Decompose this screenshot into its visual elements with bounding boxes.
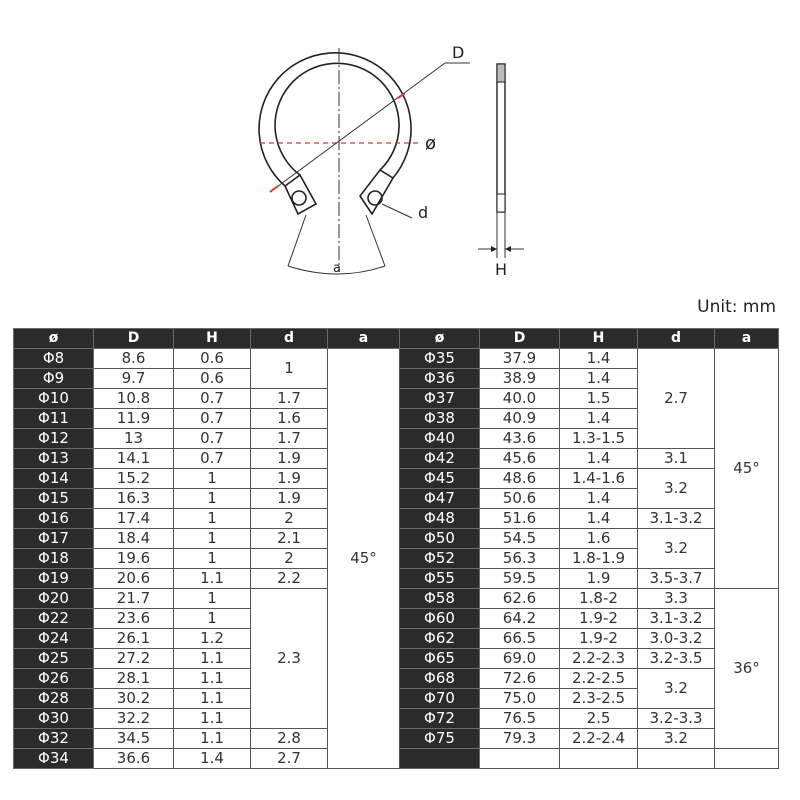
left-H-cell: 1.4 (174, 749, 251, 769)
right-D-cell: 64.2 (480, 609, 560, 629)
right-size-cell: Φ58 (400, 589, 480, 609)
right-H-cell: 2.3-2.5 (560, 689, 638, 709)
right-H-cell: 1.4 (560, 409, 638, 429)
diameter-D-leader (270, 63, 445, 192)
right-size-cell: Φ65 (400, 649, 480, 669)
header-a-left: a (328, 329, 400, 349)
right-H-cell: 1.4 (560, 509, 638, 529)
right-size-cell: Φ70 (400, 689, 480, 709)
label-phi: ø (425, 133, 437, 154)
left-size-cell: Φ25 (14, 649, 94, 669)
left-D-cell: 10.8 (94, 389, 174, 409)
left-D-cell: 36.6 (94, 749, 174, 769)
right-H-cell: 2.5 (560, 709, 638, 729)
right-H-cell: 1.6 (560, 529, 638, 549)
left-H-cell: 0.7 (174, 449, 251, 469)
left-H-cell: 0.7 (174, 429, 251, 449)
left-size-cell: Φ19 (14, 569, 94, 589)
left-d-cell: 2.1 (251, 529, 328, 549)
right-D-cell: 76.5 (480, 709, 560, 729)
side-profile (478, 64, 524, 258)
right-D-cell: 40.9 (480, 409, 560, 429)
left-D-cell: 9.7 (94, 369, 174, 389)
right-H-cell: 1.4 (560, 489, 638, 509)
left-H-cell: 1 (174, 469, 251, 489)
right-size-cell: Φ35 (400, 349, 480, 369)
right-D-cell: 40.0 (480, 389, 560, 409)
lug-left (285, 175, 316, 214)
left-D-cell: 30.2 (94, 689, 174, 709)
right-d-cell: 3.1-3.2 (638, 609, 715, 629)
right-D-cell: 38.9 (480, 369, 560, 389)
left-D-cell: 16.3 (94, 489, 174, 509)
left-D-cell: 21.7 (94, 589, 174, 609)
right-H-cell: 2.2-2.3 (560, 649, 638, 669)
header-D-left: D (94, 329, 174, 349)
right-D-cell (480, 749, 560, 769)
header-H-left: H (174, 329, 251, 349)
right-size-cell: Φ37 (400, 389, 480, 409)
right-D-cell: 45.6 (480, 449, 560, 469)
right-size-cell: Φ36 (400, 369, 480, 389)
left-H-cell: 1 (174, 529, 251, 549)
left-H-cell: 0.7 (174, 409, 251, 429)
header-d-right: d (638, 329, 715, 349)
left-D-cell: 15.2 (94, 469, 174, 489)
left-D-cell: 26.1 (94, 629, 174, 649)
right-H-cell: 1.3-1.5 (560, 429, 638, 449)
left-size-cell: Φ30 (14, 709, 94, 729)
left-size-cell: Φ22 (14, 609, 94, 629)
right-H-cell: 1.8-2 (560, 589, 638, 609)
left-d-cell: 2.2 (251, 569, 328, 589)
right-H-cell: 1.9 (560, 569, 638, 589)
right-H-cell (560, 749, 638, 769)
right-a-cell (715, 749, 779, 769)
right-D-cell: 66.5 (480, 629, 560, 649)
left-d-cell: 1.7 (251, 389, 328, 409)
right-size-cell: Φ55 (400, 569, 480, 589)
left-H-cell: 1.1 (174, 569, 251, 589)
right-size-cell: Φ68 (400, 669, 480, 689)
right-H-cell: 2.2-2.4 (560, 729, 638, 749)
right-d-cell: 3.2-3.5 (638, 649, 715, 669)
left-d-cell: 1.9 (251, 469, 328, 489)
left-d-cell: 2 (251, 549, 328, 569)
header-a-right: a (715, 329, 779, 349)
right-d-cell: 3.3 (638, 589, 715, 609)
right-D-cell: 51.6 (480, 509, 560, 529)
left-D-cell: 32.2 (94, 709, 174, 729)
right-size-cell: Φ52 (400, 549, 480, 569)
right-size-cell: Φ75 (400, 729, 480, 749)
left-size-cell: Φ11 (14, 409, 94, 429)
right-d-cell: 2.7 (638, 349, 715, 449)
right-D-cell: 72.6 (480, 669, 560, 689)
left-size-cell: Φ20 (14, 589, 94, 609)
left-D-cell: 20.6 (94, 569, 174, 589)
left-H-cell: 0.6 (174, 369, 251, 389)
left-size-cell: Φ9 (14, 369, 94, 389)
ring-outline (259, 53, 411, 186)
left-d-cell: 2.7 (251, 749, 328, 769)
left-d-cell: 1.7 (251, 429, 328, 449)
right-size-cell: Φ50 (400, 529, 480, 549)
left-H-cell: 1 (174, 489, 251, 509)
right-size-cell: Φ62 (400, 629, 480, 649)
right-size-cell: Φ42 (400, 449, 480, 469)
right-D-cell: 62.6 (480, 589, 560, 609)
right-size-cell: Φ45 (400, 469, 480, 489)
right-a-cell: 36° (715, 589, 779, 749)
header-H-right: H (560, 329, 638, 349)
ring-technical-drawing (0, 0, 800, 290)
header-size-right: ø (400, 329, 480, 349)
right-D-cell: 54.5 (480, 529, 560, 549)
right-H-cell: 1.4-1.6 (560, 469, 638, 489)
right-size-cell: Φ40 (400, 429, 480, 449)
header-size-left: ø (14, 329, 94, 349)
left-H-cell: 1.1 (174, 709, 251, 729)
table-header-row (14, 329, 779, 349)
left-size-cell: Φ13 (14, 449, 94, 469)
right-d-cell: 3.2 (638, 529, 715, 569)
right-D-cell: 56.3 (480, 549, 560, 569)
left-size-cell: Φ16 (14, 509, 94, 529)
right-H-cell: 1.5 (560, 389, 638, 409)
right-size-cell: Φ38 (400, 409, 480, 429)
label-H: H (495, 260, 508, 279)
left-d-cell: 1.6 (251, 409, 328, 429)
left-H-cell: 1 (174, 549, 251, 569)
left-D-cell: 34.5 (94, 729, 174, 749)
left-H-cell: 1.1 (174, 689, 251, 709)
left-size-cell: Φ8 (14, 349, 94, 369)
header-D-right: D (480, 329, 560, 349)
right-size-cell: Φ47 (400, 489, 480, 509)
left-D-cell: 11.9 (94, 409, 174, 429)
right-d-cell: 3.2-3.3 (638, 709, 715, 729)
left-d-cell: 2 (251, 509, 328, 529)
right-D-cell: 69.0 (480, 649, 560, 669)
left-H-cell: 1.1 (174, 649, 251, 669)
left-H-cell: 1.1 (174, 729, 251, 749)
header-d-left: d (251, 329, 328, 349)
right-d-cell: 3.2 (638, 729, 715, 749)
right-H-cell: 1.9-2 (560, 609, 638, 629)
right-size-cell: Φ60 (400, 609, 480, 629)
left-d-cell: 2.8 (251, 729, 328, 749)
unit-label: Unit: mm (697, 297, 776, 317)
left-size-cell: Φ10 (14, 389, 94, 409)
left-d-cell: 1.9 (251, 449, 328, 469)
left-H-cell: 1.2 (174, 629, 251, 649)
right-d-cell (638, 749, 715, 769)
left-H-cell: 0.7 (174, 389, 251, 409)
right-H-cell: 1.4 (560, 349, 638, 369)
left-D-cell: 17.4 (94, 509, 174, 529)
right-H-cell: 2.2-2.5 (560, 669, 638, 689)
left-size-cell: Φ14 (14, 469, 94, 489)
left-H-cell: 1 (174, 609, 251, 629)
right-D-cell: 59.5 (480, 569, 560, 589)
left-D-cell: 13 (94, 429, 174, 449)
right-a-cell: 45° (715, 349, 779, 589)
left-D-cell: 14.1 (94, 449, 174, 469)
label-D: D (452, 43, 465, 62)
table-row (14, 349, 779, 369)
left-D-cell: 18.4 (94, 529, 174, 549)
left-H-cell: 0.6 (174, 349, 251, 369)
right-d-cell: 3.1 (638, 449, 715, 469)
right-H-cell: 1.4 (560, 369, 638, 389)
right-D-cell: 79.3 (480, 729, 560, 749)
right-d-cell: 3.0-3.2 (638, 629, 715, 649)
left-d-cell: 2.3 (251, 589, 328, 729)
right-H-cell: 1.4 (560, 449, 638, 469)
right-d-cell: 3.2 (638, 669, 715, 709)
right-d-cell: 3.1-3.2 (638, 509, 715, 529)
right-H-cell: 1.8-1.9 (560, 549, 638, 569)
left-size-cell: Φ18 (14, 549, 94, 569)
left-D-cell: 23.6 (94, 609, 174, 629)
left-D-cell: 28.1 (94, 669, 174, 689)
left-size-cell: Φ24 (14, 629, 94, 649)
label-a: a (333, 261, 341, 276)
right-D-cell: 37.9 (480, 349, 560, 369)
left-size-cell: Φ12 (14, 429, 94, 449)
left-a-cell: 45° (328, 349, 400, 769)
left-d-cell: 1.9 (251, 489, 328, 509)
left-size-cell: Φ32 (14, 729, 94, 749)
left-H-cell: 1 (174, 509, 251, 529)
spec-table (13, 328, 779, 769)
right-size-cell (400, 749, 480, 769)
lug-right (360, 170, 393, 214)
left-D-cell: 8.6 (94, 349, 174, 369)
right-d-cell: 3.2 (638, 469, 715, 509)
right-H-cell: 1.9-2 (560, 629, 638, 649)
left-size-cell: Φ26 (14, 669, 94, 689)
left-D-cell: 27.2 (94, 649, 174, 669)
label-d: d (418, 203, 429, 222)
right-size-cell: Φ48 (400, 509, 480, 529)
right-D-cell: 75.0 (480, 689, 560, 709)
right-d-cell: 3.5-3.7 (638, 569, 715, 589)
right-D-cell: 43.6 (480, 429, 560, 449)
left-H-cell: 1 (174, 589, 251, 609)
right-D-cell: 48.6 (480, 469, 560, 489)
left-size-cell: Φ34 (14, 749, 94, 769)
right-size-cell: Φ72 (400, 709, 480, 729)
left-size-cell: Φ28 (14, 689, 94, 709)
left-size-cell: Φ17 (14, 529, 94, 549)
left-size-cell: Φ15 (14, 489, 94, 509)
right-D-cell: 50.6 (480, 489, 560, 509)
left-d-cell: 1 (251, 349, 328, 389)
left-H-cell: 1.1 (174, 669, 251, 689)
left-D-cell: 19.6 (94, 549, 174, 569)
hole-d-leader (382, 204, 412, 218)
